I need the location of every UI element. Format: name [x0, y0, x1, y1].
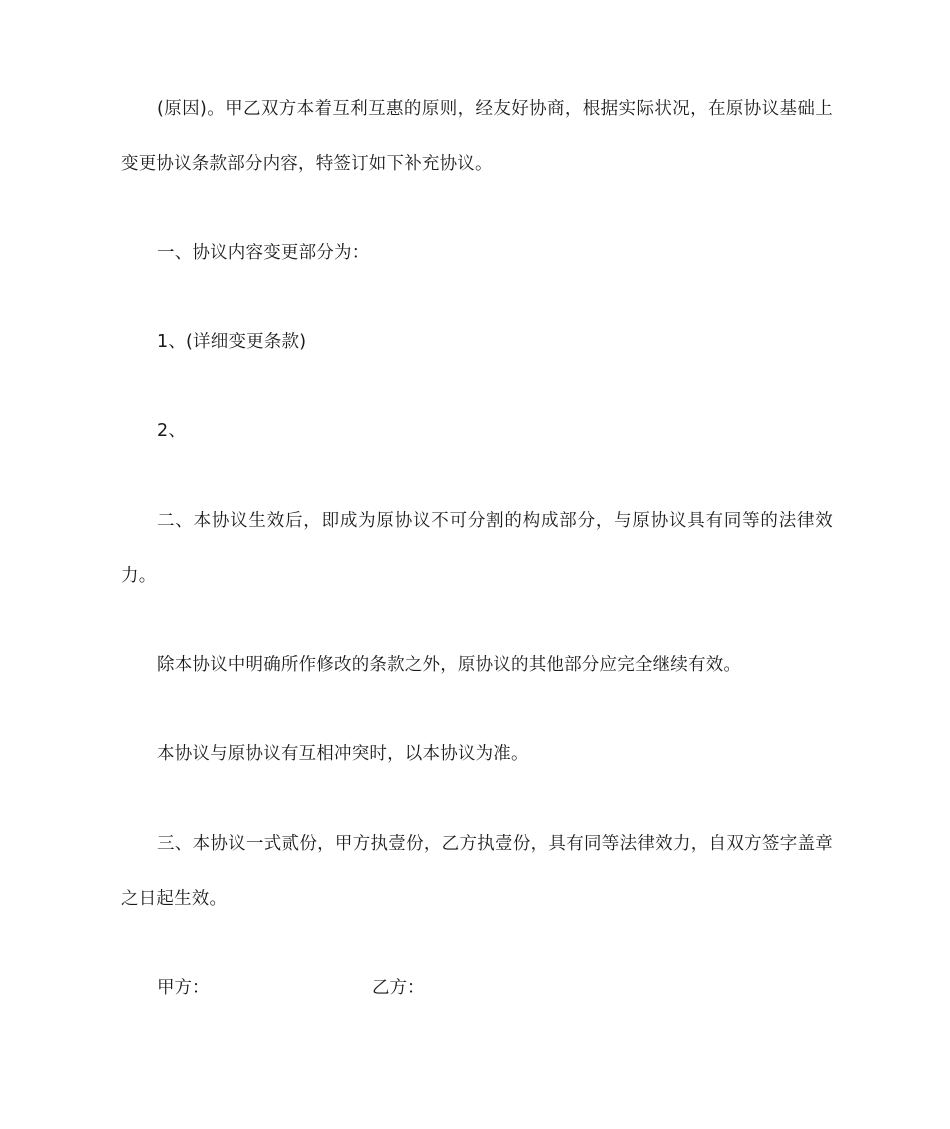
- signature-row: [157, 961, 425, 1016]
- paragraph-section-three: 三、本协议一式贰份，甲方执壹份，乙方执壹份，具有同等法律效力，自双方签字盖章之日起生效。: [121, 834, 833, 909]
- party-a-signature-label: 甲方：: [157, 978, 210, 998]
- paragraph-section-one-heading: 一、协议内容变更部分为：: [157, 243, 370, 263]
- paragraph-conflict-rule: 本协议与原协议有互相冲突时，以本协议为准。: [157, 744, 529, 764]
- party-b-signature-label: 乙方：: [372, 978, 425, 998]
- paragraph-section-two: 二、本协议生效后，即成为原协议不可分割的构成部分，与原协议具有同等的法律效力。: [121, 511, 833, 586]
- paragraph-remaining-validity: 除本协议中明确所作修改的条款之外，原协议的其他部分应完全继续有效。: [157, 655, 742, 675]
- paragraph-background: (原因)。甲乙双方本着互利互惠的原则，经友好协商，根据实际状况，在原协议基础上变更协议条款部分内容，特签订如下补充协议。: [121, 99, 833, 174]
- paragraph-clause-2: 2、: [157, 421, 187, 441]
- paragraph-clause-1: 1、(详细变更条款): [157, 332, 307, 352]
